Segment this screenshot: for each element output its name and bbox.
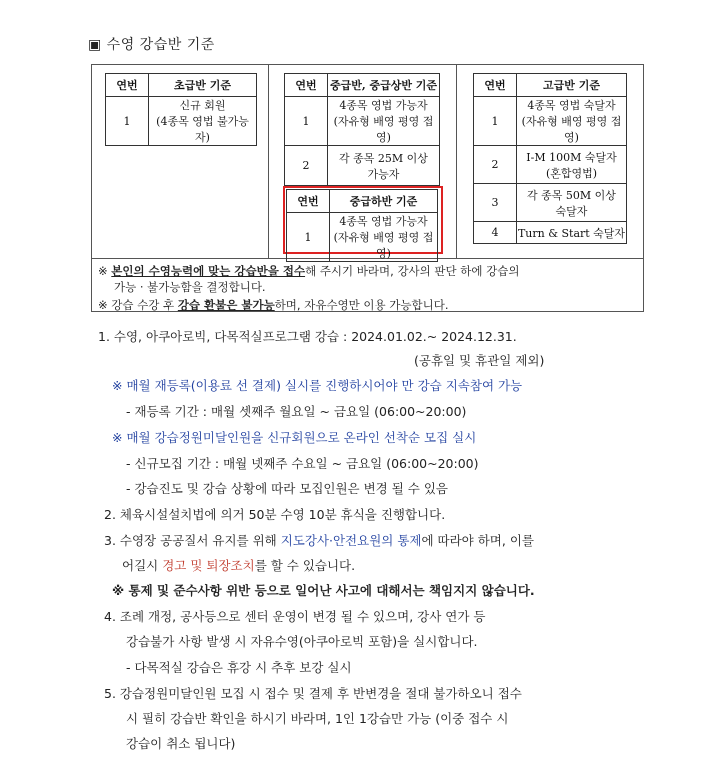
re-registration-period: - 재등록 기간 : 매월 셋째주 월요일 ~ 금요일 (06:00~20:00) xyxy=(126,404,467,419)
row-number: 1 xyxy=(474,97,517,146)
criteria-sub: (혼합영법) xyxy=(545,166,598,180)
criteria-sub: (4종목 영법 불가능자) xyxy=(156,115,249,144)
header-criteria: 초급반 기준 xyxy=(149,74,257,97)
criteria-line: 신규 회원 xyxy=(179,99,226,112)
row-criteria xyxy=(517,146,627,184)
table-row xyxy=(285,97,440,146)
row-number: 4 xyxy=(474,222,517,244)
table-row xyxy=(474,184,627,222)
intermediate-table xyxy=(284,73,440,186)
header-no: 연번 xyxy=(287,190,330,213)
re-registration-notice: ※ 매월 재등록(이용료 선 결제) 실시를 진행하시어야 만 강습 지속참여 가능 xyxy=(112,378,523,393)
header-no: 연번 xyxy=(474,74,517,97)
row-number: 2 xyxy=(285,146,328,186)
table-row xyxy=(474,222,627,244)
row-criteria xyxy=(328,97,440,146)
page-title: ▣ 수영 강습반 기준 xyxy=(88,37,215,53)
row-criteria xyxy=(330,213,438,262)
section-1-line: 1. 수영, 아쿠아로빅, 다목적실프로그램 강습 : 2024.01.02.~ 2024.12.31. xyxy=(98,329,517,344)
row-criteria xyxy=(149,97,257,146)
section-5-line3: 강습이 취소 됩니다) xyxy=(126,736,236,751)
row-criteria xyxy=(517,222,627,244)
note-1: ※ 본인의 수영능력에 맞는 강습반을 접수해 주시기 바라며, 강사의 판단 하에 강습의 xyxy=(98,264,520,278)
note-2-emphasis: 강습 환불은 불가능 xyxy=(177,298,275,312)
intermediate-low-table xyxy=(286,189,438,262)
table-row xyxy=(474,97,627,146)
section-1-exception: (공휴일 및 휴관일 제외) xyxy=(414,353,545,368)
criteria-sub: (자유형 배영 평영 접영) xyxy=(521,115,622,144)
beginner-table xyxy=(105,73,257,146)
section-3-line2: 어길시 경고 및 퇴장조치를 할 수 있습니다. xyxy=(122,558,356,573)
criteria-line: 4종목 영법 가능자 xyxy=(339,99,428,112)
table-row xyxy=(474,146,627,184)
instructor-control: 지도강사·안전요원의 통제 xyxy=(280,533,422,548)
criteria-line: Turn & Start 숙달자 xyxy=(517,226,626,240)
warning-text: 경고 및 퇴장조치 xyxy=(162,558,255,573)
advanced-table xyxy=(473,73,627,244)
row-number: 1 xyxy=(287,213,330,262)
note-2: ※ 강습 수강 후 강습 환불은 불가능하며, 자유수영만 이용 가능합니다. xyxy=(98,298,449,312)
criteria-line: 각 종목 50M 이상 xyxy=(527,188,616,202)
section-5-line2: 시 필히 강습반 확인을 하시기 바라며, 1인 1강습만 가능 (이중 접수 시 xyxy=(126,711,509,726)
table-row xyxy=(106,97,257,146)
row-number: 1 xyxy=(106,97,149,146)
recruit-change-note: - 강습진도 및 강습 상황에 따라 모집인원은 변경 될 수 있음 xyxy=(126,481,448,496)
header-criteria: 고급반 기준 xyxy=(517,74,627,97)
liability-notice: ※ 통제 및 준수사항 위반 등으로 일어난 사고에 대해서는 책임지지 않습니다. xyxy=(112,583,535,598)
note-1-line2: 가능 · 불가능함을 결정합니다. xyxy=(114,280,266,294)
header-no: 연번 xyxy=(106,74,149,97)
new-member-notice: ※ 매월 강습정원미달인원을 신규회원으로 온라인 선착순 모집 실시 xyxy=(112,430,477,445)
header-criteria: 중급하반 기준 xyxy=(330,190,438,213)
criteria-line: 각 종목 25M 이상 xyxy=(339,151,428,165)
criteria-sub: (자유형 배영 평영 접영) xyxy=(333,115,434,144)
row-number: 2 xyxy=(474,146,517,184)
criteria-sub: 숙달자 xyxy=(555,204,588,218)
new-member-period: - 신규모집 기간 : 매월 넷째주 수요일 ~ 금요일 (06:00~20:00) xyxy=(126,456,479,471)
section-5-line: 5. 강습정원미달인원 모집 시 접수 및 결제 후 반변경을 절대 불가하오니 접수 xyxy=(104,686,522,701)
row-number: 1 xyxy=(285,97,328,146)
column-divider xyxy=(268,65,269,258)
criteria-line: 4종목 영법 가능자 xyxy=(339,215,428,228)
criteria-line: 4종목 영법 숙달자 xyxy=(527,99,616,112)
criteria-sub: (자유형 배영 평영 접영) xyxy=(333,231,434,260)
criteria-sub: 가능자 xyxy=(367,167,400,181)
criteria-line: I-M 100M 숙달자 xyxy=(526,150,617,164)
row-criteria xyxy=(517,97,627,146)
section-4-line3: - 다목적실 강습은 휴강 시 추후 보강 실시 xyxy=(126,660,352,675)
section-3-line: 3. 수영장 공공질서 유지를 위해 지도강사·안전요원의 통제에 따라야 하며, 이를 xyxy=(104,533,534,548)
section-4-line2: 강습불가 사항 발생 시 자유수영(아쿠아로빅 포함)을 실시합니다. xyxy=(126,634,478,649)
table-row xyxy=(285,146,440,186)
header-criteria: 중급반, 중급상반 기준 xyxy=(328,74,440,97)
row-criteria xyxy=(517,184,627,222)
row-number: 3 xyxy=(474,184,517,222)
section-4-line: 4. 조례 개정, 공사등으로 센터 운영이 변경 될 수 있으며, 강사 연가 등 xyxy=(104,609,486,624)
header-no: 연번 xyxy=(285,74,328,97)
row-criteria xyxy=(328,146,440,186)
column-divider xyxy=(456,65,457,258)
section-2-line: 2. 체육시설설치법에 의거 50분 수영 10분 휴식을 진행합니다. xyxy=(104,507,446,522)
class-criteria-box xyxy=(91,64,644,312)
note-1-emphasis: 본인의 수영능력에 맞는 강습반을 접수 xyxy=(111,264,306,278)
table-row xyxy=(287,213,438,262)
